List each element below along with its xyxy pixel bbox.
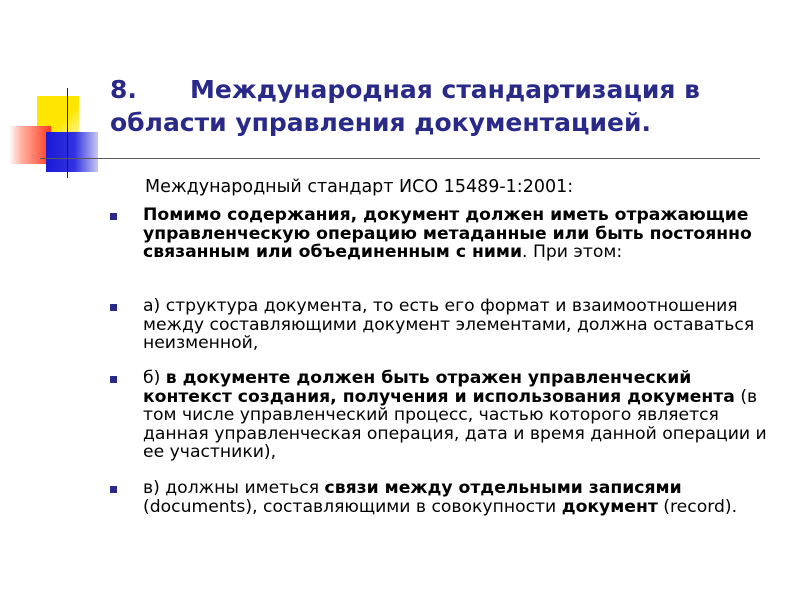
item4-tail: (record).	[657, 496, 738, 517]
item3-tail: (в том числе управленческий процесс, частью которого является данная управленческая операция, дата и время данной операции и ее участники),	[143, 386, 767, 463]
item4-bold1: связи между отдельными записями	[324, 478, 682, 498]
item3-bold: в документе должен быть отражен управленческий контекст создания, получения и использования документа	[143, 368, 735, 407]
title-text: Международная стандартизация в области управления документацией.	[110, 75, 700, 137]
bullet-icon	[110, 213, 117, 220]
title-number: 8.	[110, 75, 137, 104]
item1-bold: Помимо содержания, документ должен иметь отражающие управленческую операцию метаданные или быть постоянно связанным или объединенным с ними	[143, 205, 752, 263]
vertical-rule	[67, 88, 68, 178]
item4-mid: (documents), составляющими в совокупности	[143, 496, 562, 517]
item2-text: а) структура документа, то есть его формат и взаимоотношения между составляющими документ элементами, должна оставаться неизменной,	[143, 296, 755, 354]
decorative-squares-logo	[0, 0, 110, 190]
title-underline	[40, 158, 760, 159]
item3-lead: б)	[143, 368, 166, 388]
slide-title	[110, 73, 780, 139]
list-item	[143, 206, 785, 262]
intro-line: Международный стандарт ИСО 15489-1:2001:	[145, 177, 574, 197]
bullet-icon	[110, 486, 117, 493]
bullet-icon	[110, 376, 117, 383]
blue-square	[46, 132, 98, 172]
item1-tail: . При этом:	[522, 242, 623, 263]
list-item	[143, 479, 785, 516]
list-item	[143, 297, 785, 353]
bullet-icon	[110, 304, 117, 311]
item4-bold2: документ	[561, 496, 658, 517]
list-item	[143, 369, 785, 462]
item4-lead: в) должны иметься	[143, 478, 325, 498]
